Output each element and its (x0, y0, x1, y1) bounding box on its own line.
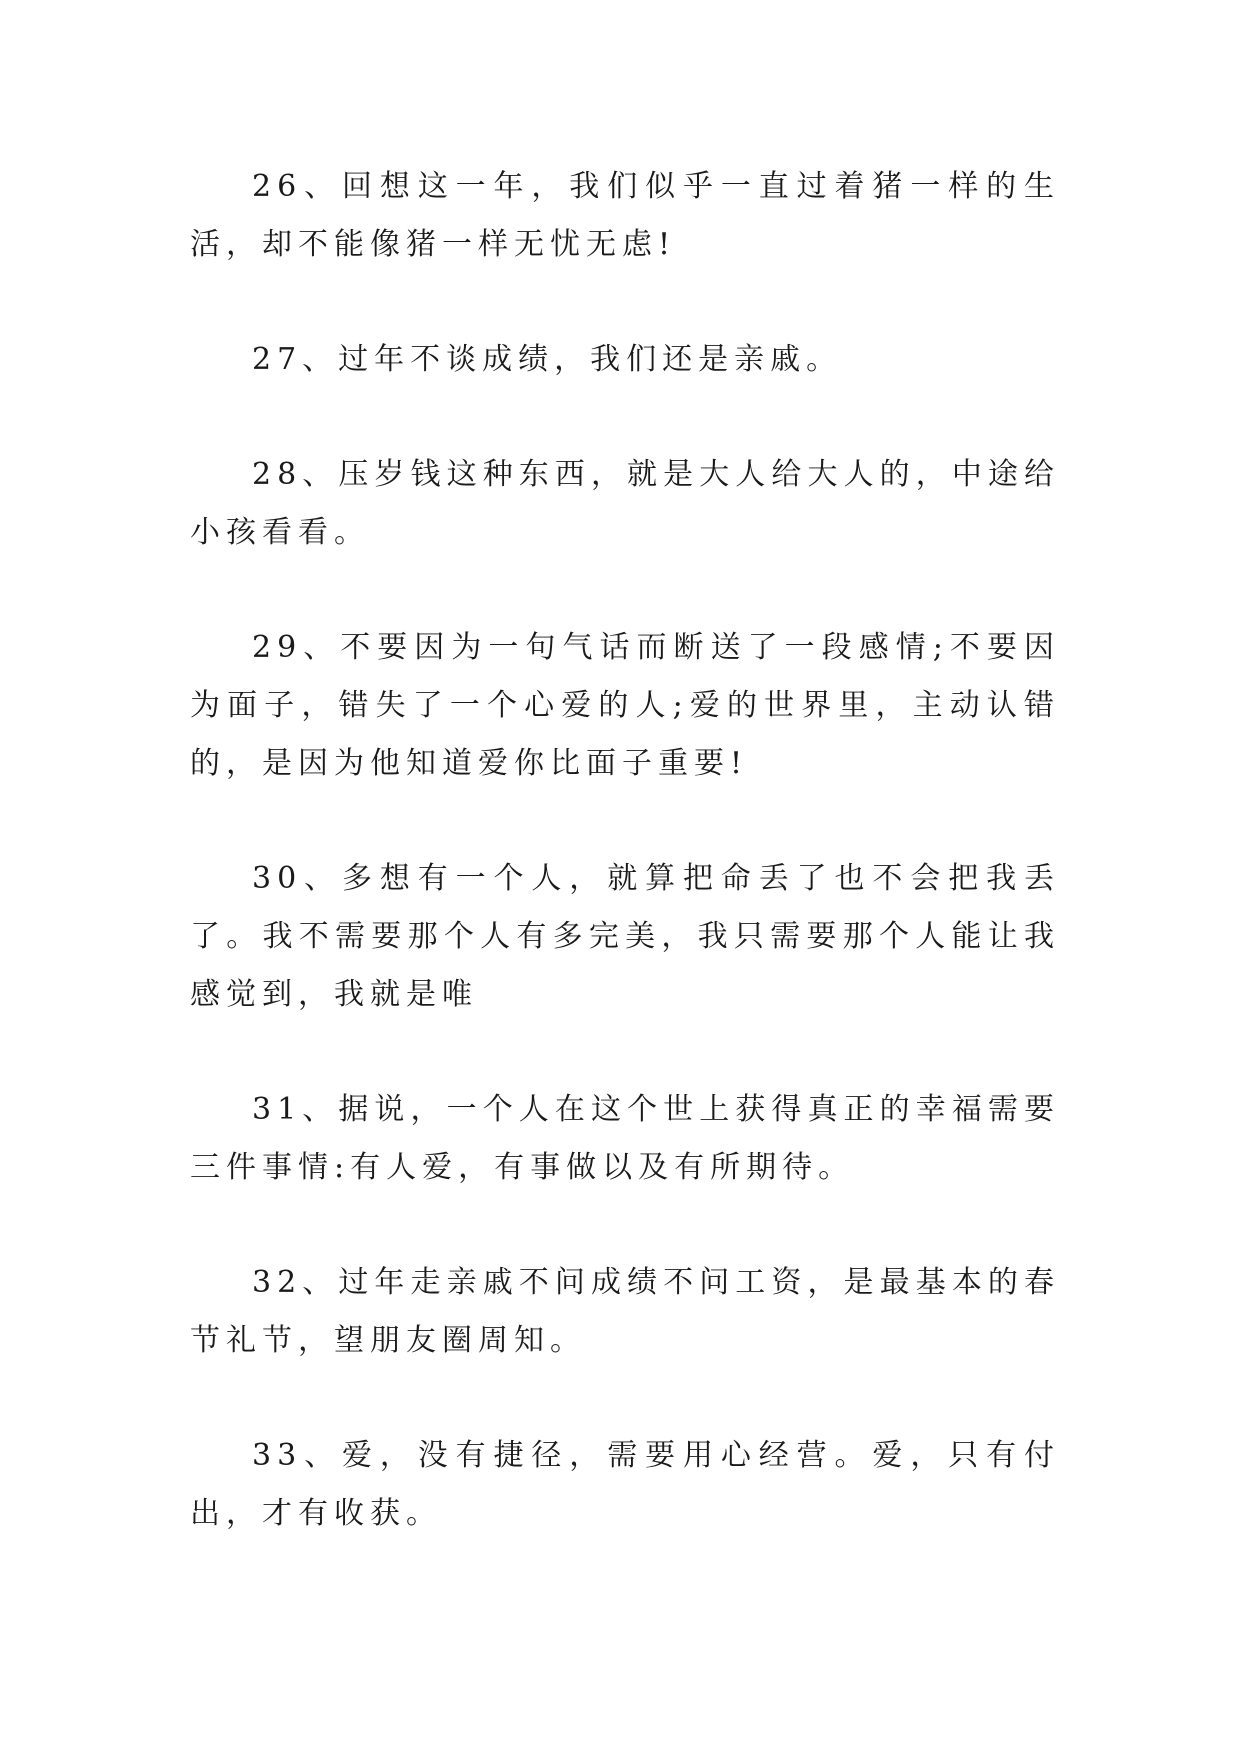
paragraph-26: 26、回想这一年，我们似乎一直过着猪一样的生活，却不能像猪一样无忧无虑! (190, 169, 1060, 262)
document-body (190, 158, 1060, 1600)
paragraph-33: 33、爱，没有捷径，需要用心经营。爱，只有付出，才有收获。 (190, 1438, 1060, 1531)
paragraph-32: 32、过年走亲戚不问成绩不问工资，是最基本的春节礼节，望朋友圈周知。 (190, 1265, 1060, 1358)
paragraph-28: 28、压岁钱这种东西，就是大人给大人的，中途给小孩看看。 (190, 457, 1060, 550)
paragraph-29: 29、不要因为一句气话而断送了一段感情;不要因为面子，错失了一个心爱的人;爱的世界里，主动认错的，是因为他知道爱你比面子重要! (190, 630, 1060, 781)
paragraph-30: 30、多想有一个人，就算把命丢了也不会把我丢了。我不需要那个人有多完美，我只需要那个人能让我感觉到，我就是唯 (190, 861, 1060, 1012)
paragraph-27: 27、过年不谈成绩，我们还是亲戚。 (252, 342, 843, 377)
paragraph-31: 31、据说，一个人在这个世上获得真正的幸福需要三件事情:有人爱，有事做以及有所期待。 (190, 1092, 1060, 1185)
